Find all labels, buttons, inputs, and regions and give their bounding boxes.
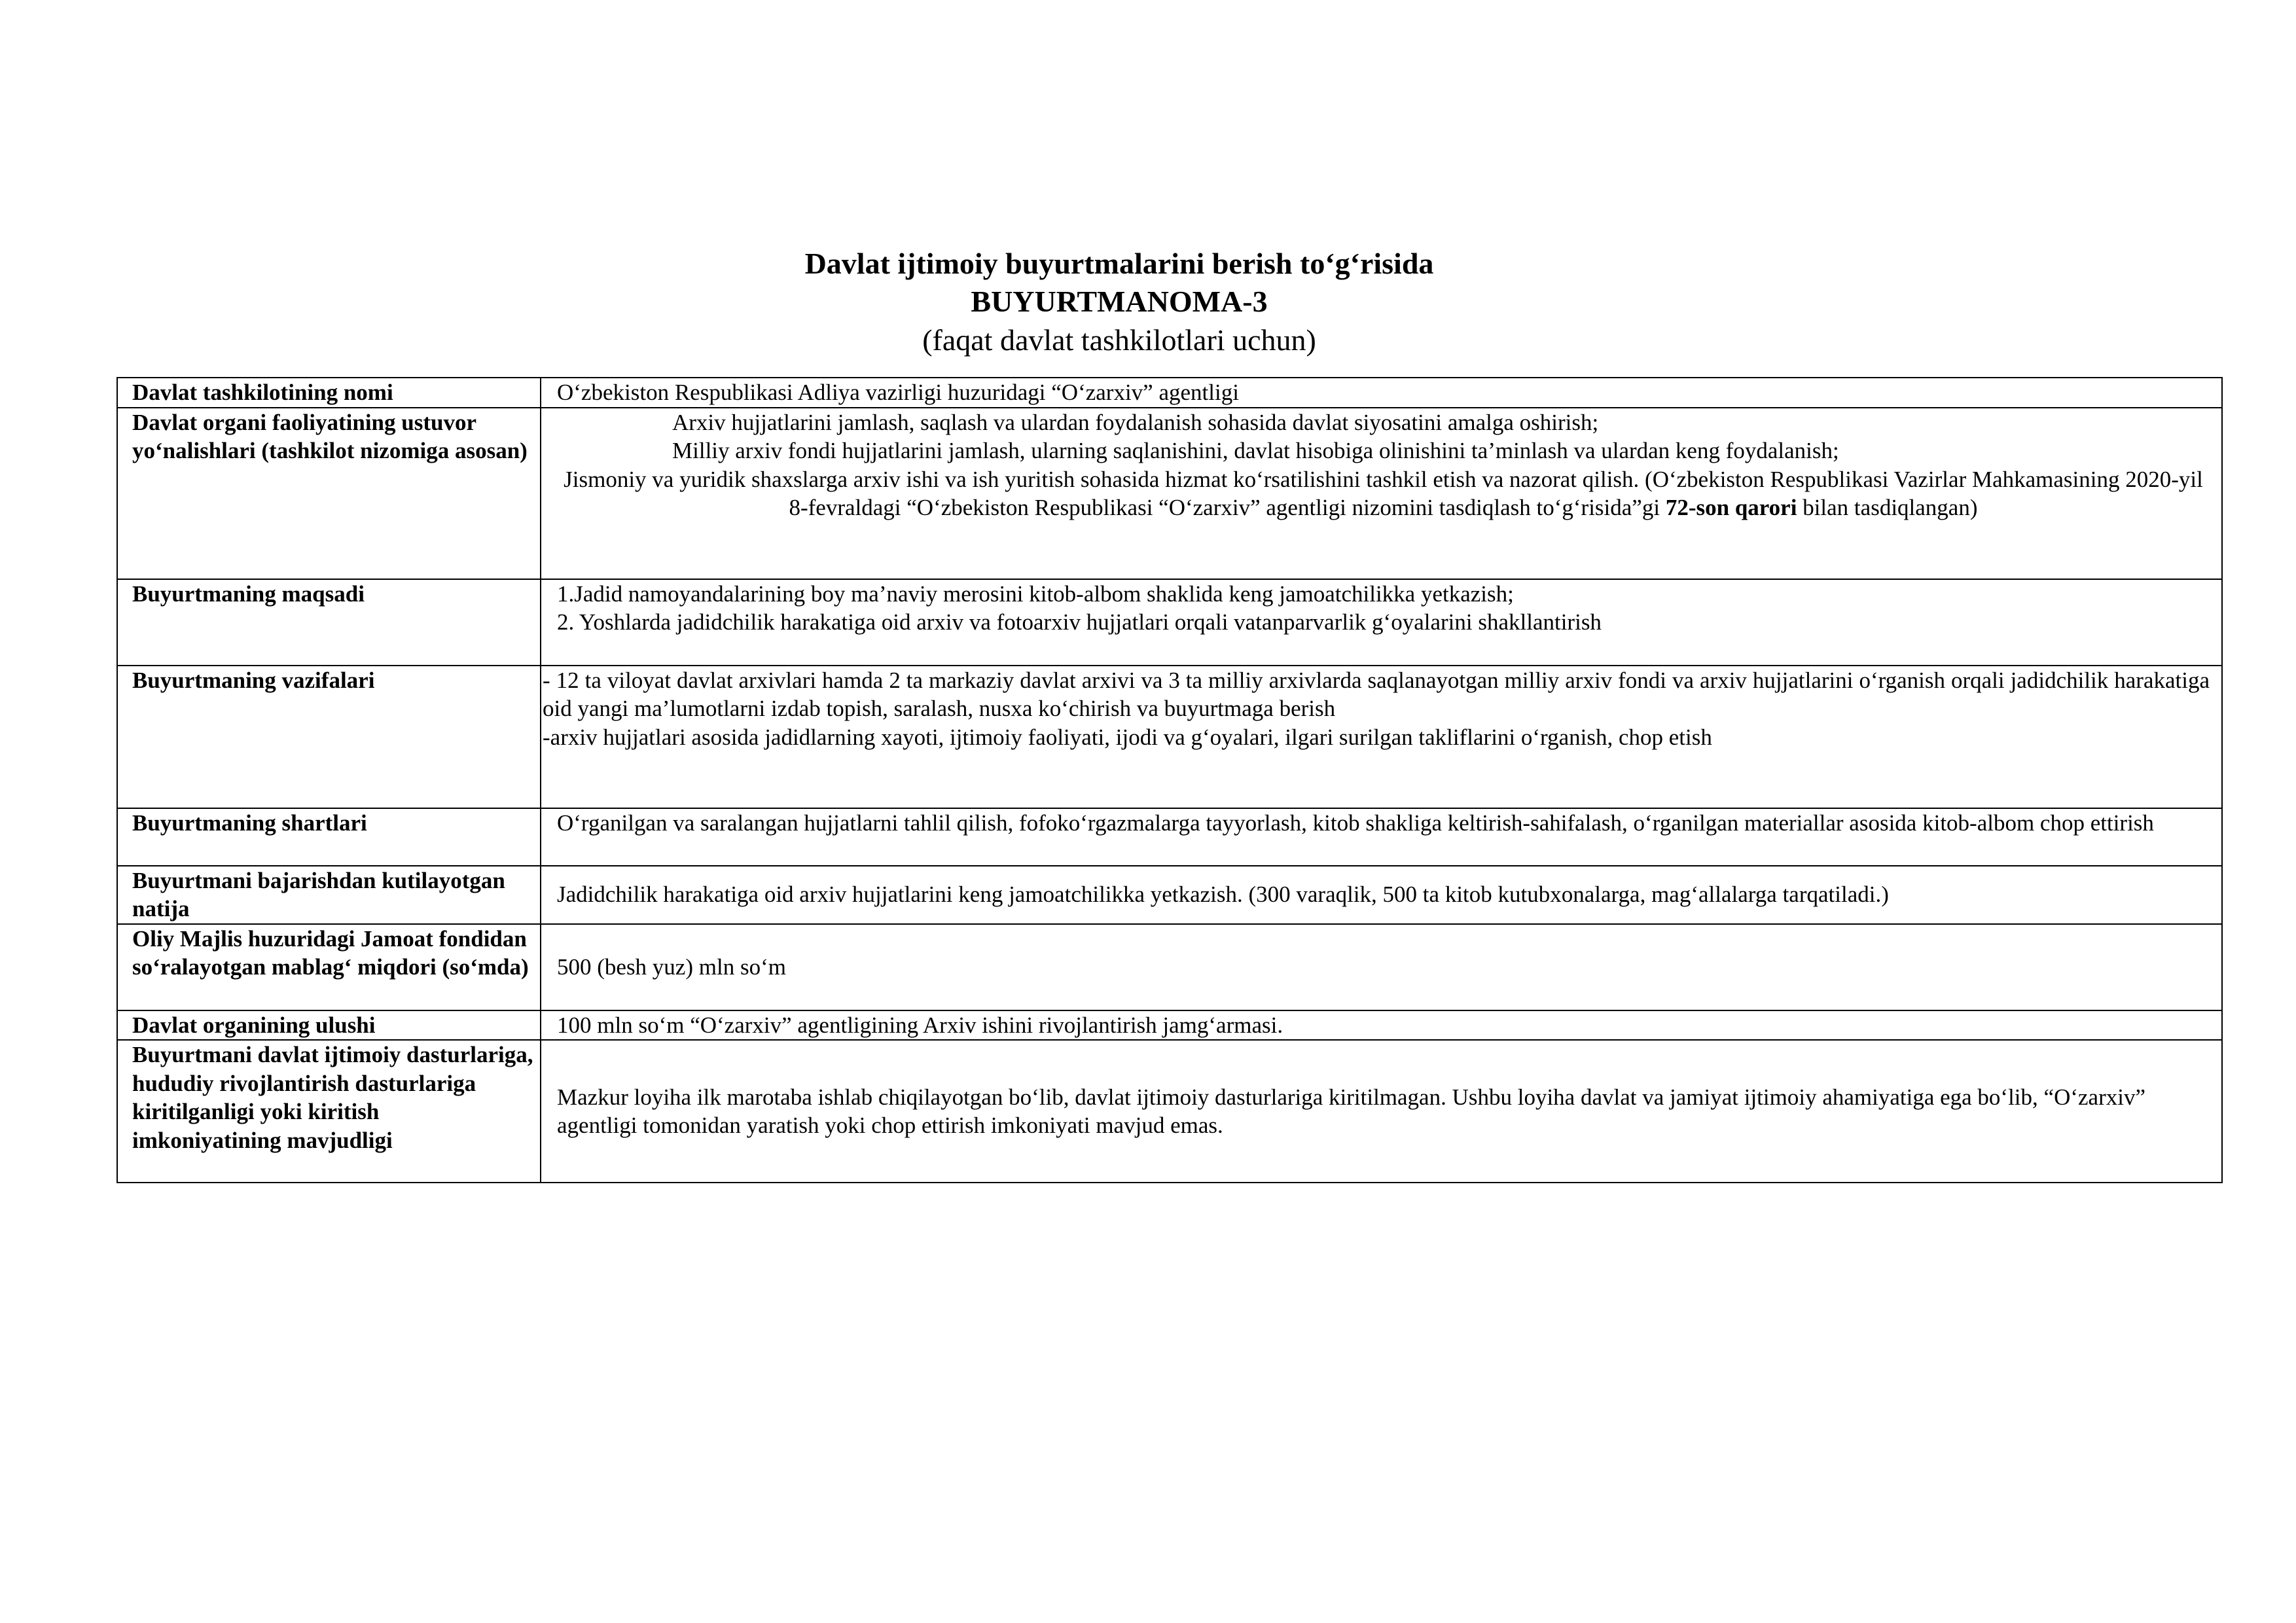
table-row [117,1040,2222,1183]
row-value: Mazkur loyiha ilk marotaba ishlab chiqilayotgan bo‘lib, davlat ijtimoiy dasturlariga kiritilmagan. Ushbu loyiha davlat va jamiyat ijtimoiy ahamiyatiga ega bo‘lib, “O‘zarxiv” agentligi tomonidan yaratish yoki chop ettirish imkoniyati mavjud emas. [541,1040,2222,1183]
goal-line-1: 1.Jadid namoyandalarining boy ma’naviy merosini kitob-albom shaklida keng jamoatchilikka yetkazish; [557,580,1514,607]
row-label: Buyurtmani davlat ijtimoiy dasturlariga, hududiy rivojlantirish dasturlariga kiritilganligi yoki kiritish imkoniyatining mavjudligi [117,1040,541,1183]
row-label: Buyurtmani bajarishdan kutilayotgan natija [117,866,541,924]
row-label: Davlat organining ulushi [117,1010,541,1041]
document-subtitle: BUYURTMANOMA-3 [971,285,1268,318]
resolution-number: 72-son qarori [1665,495,1797,520]
row-value: Jadidchilik harakatiga oid arxiv hujjatlarini keng jamoatchilikka yetkazish. (300 varaqlik, 500 ta kitob kutubxonalarga, mag‘allalarga tarqatiladi.) [541,866,2222,924]
priority-line-3-start: Jismoniy va yuridik shaxslarga arxiv ishi va ish yuritish sohasida hizmat ko‘rsatilishini tashkil etish va nazorat qilish. (O‘zbekiston Respublikasi Vazirlar Mahkamasining 2020-yil 8-fevraldagi “O‘zbekiston Respublikasi “O‘zarxiv” agentligi nizomini tasdiqlash to‘g‘risida”gi [564,466,2203,520]
table-row [117,579,2222,666]
row-value: 500 (besh yuz) mln so‘m [541,924,2222,1010]
row-value: 100 mln so‘m “O‘zarxiv” agentligining Arxiv ishini rivojlantirish jamg‘armasi. [541,1010,2222,1041]
table-row [117,408,2222,579]
priority-line-3-end: bilan tasdiqlangan) [1797,495,1978,520]
goal-line-2: 2. Yoshlarda jadidchilik harakatiga oid arxiv va fotoarxiv hujjatlari orqali vatanparvarlik g‘oyalarini shakllantirish [557,609,1602,635]
row-label: Buyurtmaning maqsadi [117,579,541,666]
row-label: Davlat organi faoliyatining ustuvor yo‘nalishlari (tashkilot nizomiga asosan) [117,408,541,579]
row-value: O‘zbekiston Respublikasi Adliya vazirligi huzuridagi “O‘zarxiv” agentligi [541,378,2222,408]
document-title: Davlat ijtimoiy buyurtmalarini berish to‘g‘risida [804,247,1434,280]
priority-line-3 [557,465,2210,522]
task-line-2: -arxiv hujjatlari asosida jadidlarning xayoti, ijtimoiy faoliyati, ijodi va g‘oyalari, ilgari surilgan takliflarini o‘rganish, chop etish [543,724,1712,750]
document-note: (faqat davlat tashkilotlari uchun) [922,323,1316,357]
row-value: O‘rganilgan va saralangan hujjatlarni tahlil qilish, fofoko‘rgazmalarga tayyorlash, kitob shakliga keltirish-sahifalash, o‘rganilgan materiallar asosida kitob-albom chop ettirish [541,808,2222,866]
row-label: Oliy Majlis huzuridagi Jamoat fondidan so‘ralayotgan mablag‘ miqdori (so‘mda) [117,924,541,1010]
row-value [541,579,2222,666]
document-header [0,245,2238,360]
priority-line-2: Milliy arxiv fondi hujjatlarini jamlash, ularning saqlanishini, davlat hisobiga olinishini ta’minlash va ulardan keng foydalanish; [672,438,1839,463]
table-row [117,1010,2222,1041]
table-row [117,866,2222,924]
table-row [117,808,2222,866]
row-label: Buyurtmaning vazifalari [117,666,541,808]
task-line-1: - 12 ta viloyat davlat arxivlari hamda 2 ta markaziy davlat arxivi va 3 ta milliy arxivlarda saqlanayotgan milliy arxiv fondi va arxiv hujjatlarini o‘rganish orqali jadidchilik harakatiga oid yangi ma’lumotlarni izdab topish, saralash, nusxa ko‘chirish va buyurtmaga berish [543,667,2210,721]
row-value [541,666,2222,808]
table-row [117,666,2222,808]
row-label: Buyurtmaning shartlari [117,808,541,866]
priority-line-1: Arxiv hujjatlarini jamlash, saqlash va ulardan foydalanish sohasida davlat siyosatini amalga oshirish; [672,409,1599,435]
row-value [541,408,2222,579]
order-table [117,377,2223,1183]
table-row [117,378,2222,408]
row-label: Davlat tashkilotining nomi [117,378,541,408]
table-row [117,924,2222,1010]
